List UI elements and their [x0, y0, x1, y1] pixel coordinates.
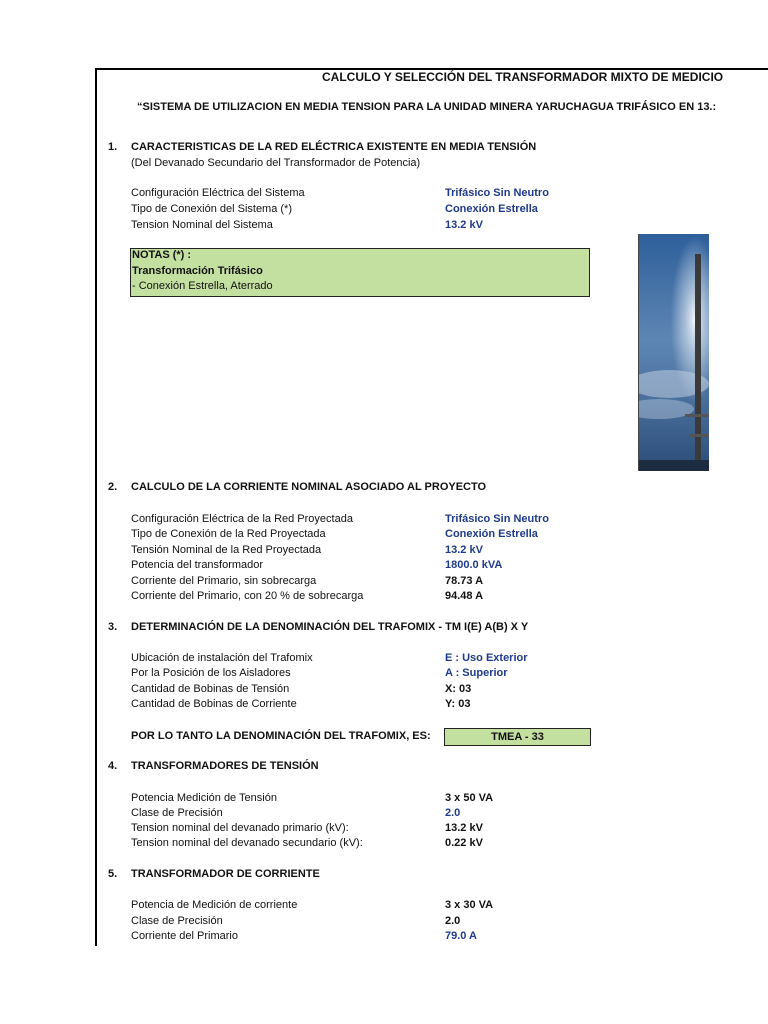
row-label: Por la Posición de los Aisladores — [131, 667, 291, 679]
row-value: 3 x 50 VA — [445, 792, 494, 804]
section-5-heading: TRANSFORMADOR DE CORRIENTE — [131, 868, 320, 880]
notes-line: - Conexión Estrella, Aterrado — [132, 280, 273, 292]
row-value: 1800.0 kVA — [445, 559, 503, 571]
section-1-number: 1. — [108, 141, 118, 153]
section-2-heading: CALCULO DE LA CORRIENTE NOMINAL ASOCIADO AL PROYECTO — [131, 481, 487, 493]
row-label: Tipo de Conexión de la Red Proyectada — [131, 528, 326, 540]
section-1-subheading: (Del Devanado Secundario del Transformador de Potencia) — [131, 157, 421, 169]
trafomix-denomination-result: TMEA - 33 — [444, 728, 591, 746]
row-label: Clase de Precisión — [131, 915, 223, 927]
row-value: 13.2 kV — [445, 544, 483, 556]
section-3-number: 3. — [108, 621, 118, 633]
trafomix-conclusion-label: POR LO TANTO LA DENOMINACIÓN DEL TRAFOMIX, ES: — [131, 730, 431, 742]
row-value: 0.22 kV — [445, 837, 483, 849]
photo-graphic — [639, 234, 709, 471]
row-label: Corriente del Primario — [131, 930, 238, 942]
row-label: Tipo de Conexión del Sistema (*) — [131, 203, 293, 215]
row-label: Potencia de Medición de corriente — [131, 899, 298, 911]
section-1-heading: CARACTERISTICAS DE LA RED ELÉCTRICA EXISTENTE EN MEDIA TENSIÓN — [131, 141, 537, 153]
row-label: Configuración Eléctrica de la Red Proyectada — [131, 513, 353, 525]
transformer-pole-photo — [638, 234, 709, 471]
row-value: E : Uso Exterior — [445, 652, 528, 664]
sheet-left-border — [95, 68, 97, 946]
notes-title: NOTAS (*) : — [132, 249, 192, 261]
row-label: Cantidad de Bobinas de Tensión — [131, 683, 290, 695]
row-label: Configuración Eléctrica del Sistema — [131, 187, 305, 199]
section-4-number: 4. — [108, 760, 118, 772]
row-label: Corriente del Primario, sin sobrecarga — [131, 575, 317, 587]
section-3-heading: DETERMINACIÓN DE LA DENOMINACIÓN DEL TRAFOMIX - TM I(E) A(B) X Y — [131, 621, 529, 633]
row-label: Tensión Nominal de la Red Proyectada — [131, 544, 322, 556]
row-value: Y: 03 — [445, 698, 471, 710]
row-value: Trifásico Sin Neutro — [445, 187, 549, 199]
section-4-heading: TRANSFORMADORES DE TENSIÓN — [131, 760, 319, 772]
row-value: 13.2 kV — [445, 219, 483, 231]
section-2-number: 2. — [108, 481, 118, 493]
row-label: Tension nominal del devanado primario (kV): — [131, 822, 349, 834]
row-value: X: 03 — [445, 683, 472, 695]
row-label: Potencia del transformador — [131, 559, 264, 571]
row-value: A : Superior — [445, 667, 508, 679]
row-value: Trifásico Sin Neutro — [445, 513, 549, 525]
notes-line: Transformación Trifásico — [132, 265, 263, 277]
section-5-number: 5. — [108, 868, 118, 880]
row-label: Tension Nominal del Sistema — [131, 219, 273, 231]
row-value: 13.2 kV — [445, 822, 483, 834]
row-label: Tension nominal del devanado secundario (kV): — [131, 837, 363, 849]
row-label: Potencia Medición de Tensión — [131, 792, 277, 804]
row-value: 78.73 A — [445, 575, 484, 587]
document-title: CALCULO Y SELECCIÓN DEL TRANSFORMADOR MIXTO DE MEDICIO — [322, 70, 724, 84]
row-value: 3 x 30 VA — [445, 899, 494, 911]
row-value: Conexión Estrella — [445, 203, 538, 215]
row-value: Conexión Estrella — [445, 528, 538, 540]
row-value: 94.48 A — [445, 590, 484, 602]
row-value: 2.0 — [445, 807, 461, 819]
notes-box — [130, 248, 590, 297]
row-label: Ubicación de instalación del Trafomix — [131, 652, 313, 664]
row-label: Clase de Precisión — [131, 807, 223, 819]
row-label: Corriente del Primario, con 20 % de sobrecarga — [131, 590, 364, 602]
row-label: Cantidad de Bobinas de Corriente — [131, 698, 297, 710]
row-value: 79.0 A — [445, 930, 478, 942]
document-subtitle: “SISTEMA DE UTILIZACION EN MEDIA TENSION PARA LA UNIDAD MINERA YARUCHAGUA TRIFÁSICO EN 13.: — [137, 101, 717, 113]
row-value: 2.0 — [445, 915, 461, 927]
